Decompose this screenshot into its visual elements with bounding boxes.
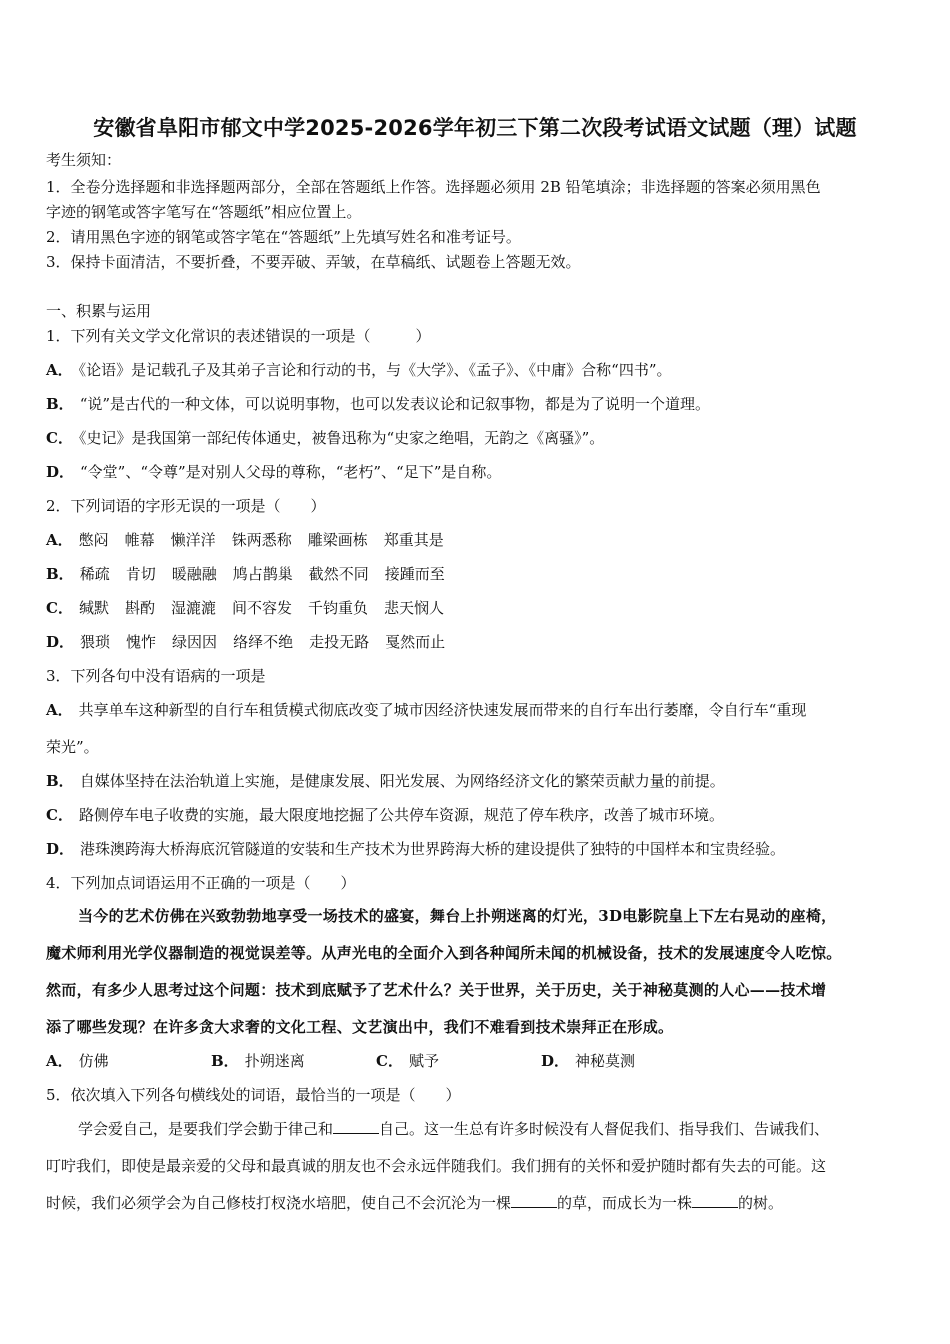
option-text: 《史记》是我国第一部纪传体通史，被鲁迅称为“史家之绝唱，无韵之《离骚》”。	[78, 429, 605, 447]
option-letter: A．	[46, 701, 73, 719]
word: 铢两悉称	[231, 531, 292, 549]
option-letter: C．	[46, 429, 73, 447]
question-2-stem: 2．下列词语的字形无误的一项是（ ）	[46, 497, 326, 515]
q5-text: 学会爱自己，是要我们学会勤于律己和	[78, 1120, 334, 1138]
option-letter: C．	[376, 1052, 403, 1070]
option-text: 《论语》是记载孔子及其弟子言论和行动的书，与《大学》、《孟子》、《中庸》合称“四书”。	[78, 361, 672, 379]
word: 帷幕	[124, 531, 155, 549]
word: 斟酌	[124, 599, 155, 617]
word: 郑重其是	[383, 531, 444, 549]
q1-option-d	[46, 462, 501, 482]
option-letter: D．	[46, 463, 75, 481]
option-letter: A．	[46, 1052, 73, 1070]
word: 愧怍	[126, 633, 157, 651]
word: 截然不同	[308, 565, 369, 583]
option-letter: D．	[46, 840, 75, 858]
q2-option-b	[46, 564, 461, 584]
option-text: 扑朔迷离	[244, 1052, 305, 1070]
option-text: “说”是古代的一种文体，可以说明事物，也可以发表议论和记叙事物，都是为了说明一个道理。	[79, 395, 711, 413]
option-letter: C．	[46, 806, 73, 824]
word: 稀疏	[79, 565, 110, 583]
word: 肯切	[125, 565, 156, 583]
option-letter: B．	[46, 395, 74, 413]
word: 接踵而至	[384, 565, 445, 583]
q4-choice-b	[211, 1051, 376, 1071]
notice-heading: 考生须知：	[46, 151, 122, 169]
option-text: 神秘莫测	[575, 1052, 636, 1070]
notice-item: 1．全卷分选择题和非选择题两部分，全部在答题纸上作答。选择题必须用 2B 铅笔填涂；非选择题的答案必须用黑色	[46, 178, 821, 196]
q5-text: 自己。这一生总有许多时候没有人督促我们、指导我们、告诫我们、	[379, 1120, 830, 1138]
question-1-stem: 1．下列有关文学文化常识的表述错误的一项是（ ）	[46, 327, 431, 345]
option-text: “令堂”、“令尊”是对别人父母的尊称，“老朽”、“足下”是自称。	[80, 463, 502, 481]
q3-option-a-continued: 荣光”。	[46, 738, 99, 756]
option-letter: B．	[211, 1052, 239, 1070]
q5-text: 时候，我们必须学会为自己修枝打杈浇水培肥，使自己不会沉沦为一棵	[46, 1194, 512, 1212]
option-letter: D．	[541, 1052, 570, 1070]
word: 悲天悯人	[384, 599, 445, 617]
q1-option-b	[46, 394, 710, 414]
word: 络绎不绝	[233, 633, 294, 651]
notice-item: 2．请用黑色字迹的钢笔或答字笔在“答题纸”上先填写姓名和准考证号。	[46, 228, 521, 246]
option-text: 路侧停车电子收费的实施，最大限度地挖掘了公共停车资源，规范了停车秩序，改善了城市环境。	[78, 806, 724, 824]
word: 憋闷	[78, 531, 109, 549]
question-4-stem: 4．下列加点词语运用不正确的一项是（ ）	[46, 874, 356, 892]
question-5-stem: 5．依次填入下列各句横线处的词语，最恰当的一项是（ ）	[46, 1086, 461, 1104]
word: 千钧重负	[308, 599, 369, 617]
word: 鸠占鹊巢	[232, 565, 293, 583]
option-text: 自媒体坚持在法治轨道上实施，是健康发展、阳光发展、为网络经济文化的繁荣贡献力量的前提。	[79, 772, 725, 790]
fill-blank[interactable]	[511, 1193, 557, 1208]
word: 走投无路	[309, 633, 370, 651]
q1-option-a	[46, 360, 671, 380]
word: 间不容发	[232, 599, 293, 617]
q4-passage-line: 添了哪些发现？在许多贪大求奢的文化工程、文艺演出中，我们不难看到技术崇拜正在形成。	[46, 1018, 674, 1036]
q2-option-c	[46, 598, 460, 618]
option-text: 共享单车这种新型的自行车租赁模式彻底改变了城市因经济快速发展而带来的自行车出行萎靡，令自行车“重现	[78, 701, 807, 719]
q1-option-c	[46, 428, 604, 448]
word: 懒洋洋	[170, 531, 216, 549]
section-heading: 一、积累与运用	[46, 302, 152, 320]
word: 暖融融	[171, 565, 217, 583]
word: 缄默	[78, 599, 109, 617]
word: 雕梁画栋	[307, 531, 368, 549]
q5-text: 的草，而成长为一株	[557, 1194, 693, 1212]
option-text: 仿佛	[78, 1052, 109, 1070]
q4-choice-a	[46, 1051, 211, 1071]
q2-option-d	[46, 632, 461, 652]
q5-paragraph-line	[46, 1193, 783, 1213]
q4-choices	[46, 1051, 706, 1071]
option-letter: A．	[46, 361, 73, 379]
word: 湿漉漉	[170, 599, 216, 617]
option-letter: B．	[46, 565, 74, 583]
q5-text: 的树。	[738, 1194, 784, 1212]
option-letter: D．	[46, 633, 75, 651]
fill-blank[interactable]	[692, 1193, 738, 1208]
q3-option-a	[46, 700, 806, 720]
q3-option-d	[46, 839, 785, 859]
option-letter: A．	[46, 531, 73, 549]
word: 戛然而止	[385, 633, 446, 651]
q5-paragraph-line	[78, 1119, 829, 1139]
notice-item: 3．保持卡面清洁，不要折叠，不要弄破、弄皱，在草稿纸、试题卷上答题无效。	[46, 253, 581, 271]
q4-choice-d	[541, 1051, 706, 1071]
word: 猥琐	[80, 633, 111, 651]
option-letter: B．	[46, 772, 74, 790]
option-text: 港珠澳跨海大桥海底沉管隧道的安装和生产技术为世界跨海大桥的建设提供了独特的中国样本和宝贵经验。	[80, 840, 786, 858]
option-text: 赋予	[408, 1052, 439, 1070]
fill-blank[interactable]	[333, 1119, 379, 1134]
q4-passage-line: 魔术师利用光学仪器制造的视觉误差等。从声光电的全面介入到各种闻所未闻的机械设备，技术的发展速度令人吃惊。	[46, 944, 842, 962]
q4-choice-c	[376, 1051, 541, 1071]
q3-option-c	[46, 805, 724, 825]
q2-option-a	[46, 530, 460, 550]
q5-paragraph-line: 叮咛我们，即使是最亲爱的父母和最真诚的朋友也不会永远伴随我们。我们拥有的关怀和爱护随时都有失去的可能。这	[46, 1157, 827, 1175]
notice-item: 字迹的钢笔或答字笔写在“答题纸”相应位置上。	[46, 203, 362, 221]
q3-option-b	[46, 771, 725, 791]
option-letter: C．	[46, 599, 73, 617]
q4-passage-line: 当今的艺术仿佛在兴致勃勃地享受一场技术的盛宴，舞台上扑朔迷离的灯光，3D电影院皇上下左右晃动的座椅，	[78, 907, 837, 925]
q4-passage-line: 然而，有多少人思考过这个问题：技术到底赋予了艺术什么？关于世界，关于历史，关于神秘莫测的人心——技术增	[46, 981, 827, 999]
word: 绿因因	[172, 633, 218, 651]
page-title: 安徽省阜阳市郁文中学2025-2026学年初三下第二次段考试语文试题（理）试题	[93, 116, 857, 140]
question-3-stem: 3．下列各句中没有语病的一项是	[46, 667, 266, 685]
